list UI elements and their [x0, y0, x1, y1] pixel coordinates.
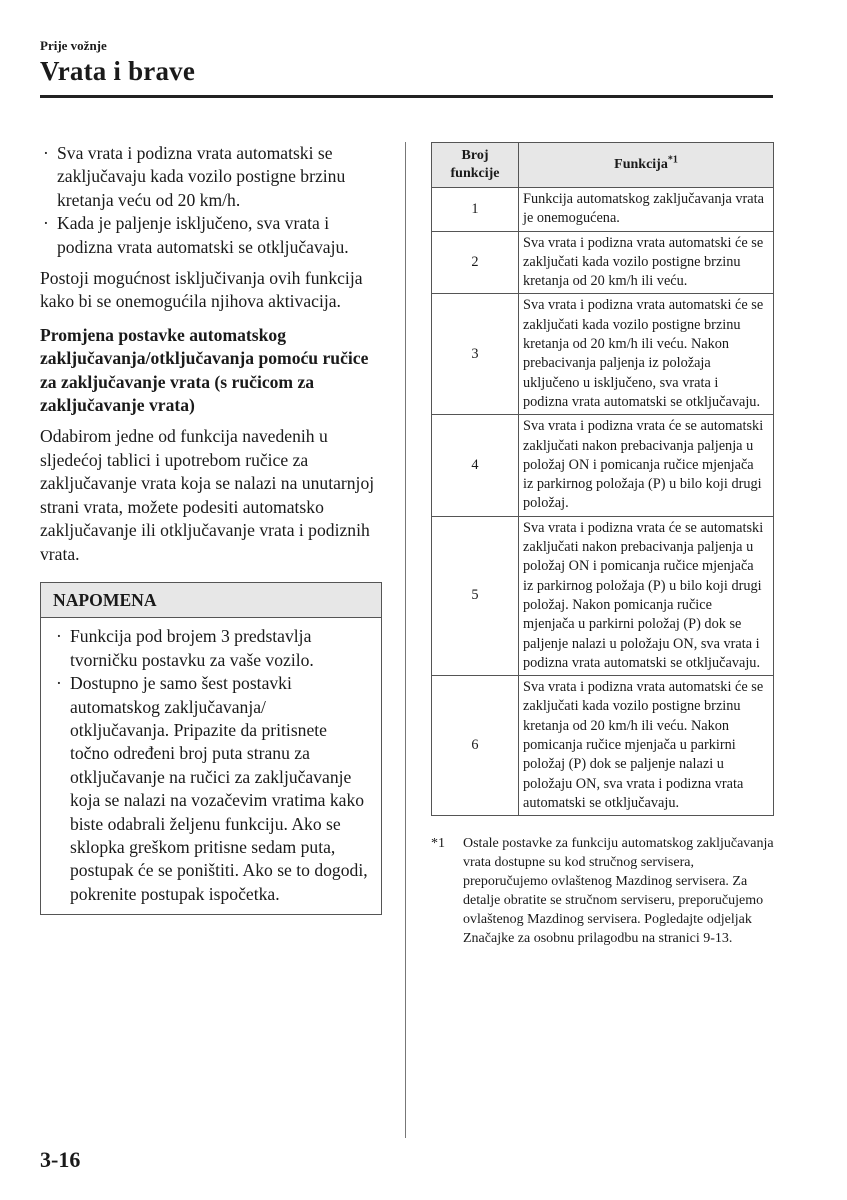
function-description: Sva vrata i podizna vrata automatski će se zaključati kada vozilo postigne brzinu kretanja od 20 km/h ili veću. Nakon pomicanja ručice mjenjača u parkirni položaj (P) dok se paljenje nalazi u položaju ON, sva vrata i podizna vrata automatski se otključavaju. — [519, 676, 774, 816]
function-description: Sva vrata i podizna vrata će se automatski zaključati nakon prebacivanja paljenja u položaj ON i pomicanja ručice mjenjača iz parkirnog položaja (P) u bilo koji drugi položaj. Nakon pomicanja ručice mjenjača u parkirni položaj (P) dok se paljenje nalazi u položaju ON, sva vrata i podizna vrata automatski se otključavaju. — [519, 516, 774, 675]
function-number: 3 — [432, 294, 519, 415]
table-row — [432, 415, 774, 516]
note-bullet: · Funkcija pod brojem 3 predstavlja tvorničku postavku za vaše vozilo. — [53, 625, 369, 672]
function-description: Sva vrata i podizna vrata automatski će se zaključati kada vozilo postigne brzinu kretanja od 20 km/h ili veću. — [519, 231, 774, 294]
column-divider — [405, 142, 406, 1138]
note-body — [41, 618, 381, 914]
note-bullet-list — [53, 625, 369, 906]
header-function-label: Funkcija — [614, 157, 668, 172]
function-table — [431, 142, 774, 816]
note-heading: NAPOMENA — [41, 583, 381, 618]
right-column — [431, 142, 774, 948]
table-row — [432, 516, 774, 675]
section-label: Prije vožnje — [40, 38, 107, 53]
function-number: 2 — [432, 231, 519, 294]
footnote-text: Ostale postavke za funkciju automatskog zaključavanja vrata dostupne su kod stručnog servisera, preporučujemo ovlaštenog Mazdinog servisera. Za detalje obratite se stručnom serviseru, preporučujemo ovlaštenog Mazdinog servisera. Pogledajte odjeljak Značajke za osobnu prilagodbu na stranici 9-13. — [463, 836, 774, 947]
table-row — [432, 676, 774, 816]
function-description: Sva vrata i podizna vrata će se automatski zaključati nakon prebacivanja paljenja u položaj ON i pomicanja ručice mjenjača iz parkirnog položaja (P) u bilo koji drugi položaj. — [519, 415, 774, 516]
intro-bullet: · Sva vrata i podizna vrata automatski se zaključavaju kada vozilo postigne brzinu kretanja veću od 20 km/h. — [40, 142, 385, 212]
body-paragraph: Postoji mogućnost isključivanja ovih funkcija kako bi se onemogućila njihova aktivacija. — [40, 268, 363, 312]
function-number: 4 — [432, 415, 519, 516]
function-number: 6 — [432, 676, 519, 816]
table-row — [432, 188, 774, 232]
table-header-row — [432, 143, 774, 188]
intro-bullet: · Kada je paljenje isključeno, sva vrata i podizna vrata automatski se otključavaju. — [40, 212, 385, 259]
intro-bullet-list — [40, 142, 385, 259]
header-function-number: Broj funkcije — [432, 143, 519, 188]
function-description: Funkcija automatskog zaključavanja vrata je onemogućena. — [519, 188, 774, 232]
body-paragraph: Odabirom jedne od funkcija navedenih u sljedećoj tablici i upotrebom ručice za zaključavanje vrata koja se nalazi na unutarnjoj strani vrata, možete podesiti automatsko zaključavanje ili otključavanje vrata i podiznih vrata. — [40, 426, 375, 564]
table-row — [432, 231, 774, 294]
footnote — [431, 834, 774, 948]
function-number: 1 — [432, 188, 519, 232]
page-number: 3-16 — [40, 1147, 81, 1172]
function-description: Sva vrata i podizna vrata automatski će se zaključati kada vozilo postigne brzinu kretanja od 20 km/h ili veću. Nakon prebacivanja paljenja iz položaja uključeno u isključeno, sva vrata i podizna vrata automatski se otključavaju. — [519, 294, 774, 415]
footnote-ref: *1 — [667, 154, 678, 166]
function-number: 5 — [432, 516, 519, 675]
table-row — [432, 294, 774, 415]
note-bullet: · Dostupno je samo šest postavki automatskog zaključavanja/ otključavanja. Pripazite da pritisnete točno određeni broj puta stranu za otključavanje na ručici za zaključavanje koja se nalazi na vozačevim vratima kako biste odabrali željenu funkciju. Ako se sklopka greškom pritisne sedam puta, postupak će se poništiti. Ako se to dogodi, pokrenite postupak ispočetka. — [53, 672, 369, 906]
footnote-mark: *1 — [431, 836, 445, 852]
header-function — [519, 143, 774, 188]
note-box — [40, 582, 382, 915]
title-divider — [40, 95, 773, 98]
left-column — [40, 142, 385, 915]
page-title: Vrata i brave — [40, 56, 196, 86]
subheading: Promjena postavke automatskog zaključavanja/otključavanja pomoću ručice za zaključavanje vrata (s ručicom za zaključavanje vrata) — [40, 324, 369, 416]
